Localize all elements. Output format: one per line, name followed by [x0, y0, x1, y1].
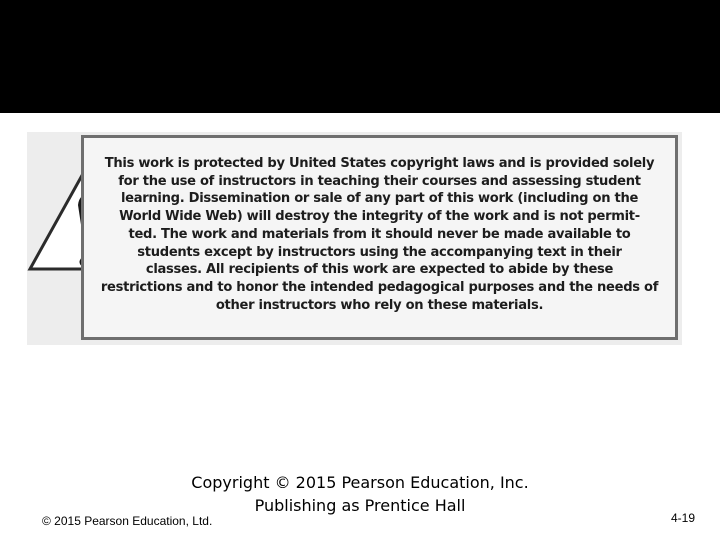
- copyright-statement: [150, 471, 570, 517]
- notice-line: for the use of instructors in teaching their courses and assessing student: [118, 173, 641, 189]
- notice-line: ted. The work and materials from it should never be made available to: [128, 226, 631, 242]
- copyright-line-2: Publishing as Prentice Hall: [254, 496, 466, 515]
- notice-line: restrictions and to honor the intended pedagogical purposes and the needs of: [100, 279, 659, 295]
- notice-line: learning. Dissemination or sale of any part of this work (including on the: [120, 191, 639, 207]
- notice-line: World Wide Web) will destroy the integrity of the work and is not permit-: [119, 209, 640, 225]
- footer-copyright: © 2015 Pearson Education, Ltd.: [42, 514, 213, 528]
- top-banner: [0, 0, 720, 113]
- notice-line: other instructors who rely on these materials.: [215, 297, 544, 313]
- copyright-line-1: Copyright © 2015 Pearson Education, Inc.: [191, 473, 529, 492]
- copyright-notice-panel: [27, 132, 682, 345]
- notice-line: students except by instructors using the accompanying text in their: [137, 244, 622, 260]
- page-number: 4-19: [670, 511, 695, 525]
- notice-text: [98, 155, 661, 314]
- notice-box: [81, 135, 678, 340]
- notice-line: This work is protected by United States copyright laws and is provided solely: [104, 156, 655, 171]
- notice-line: classes. All recipients of this work are expected to abide by these: [145, 262, 614, 278]
